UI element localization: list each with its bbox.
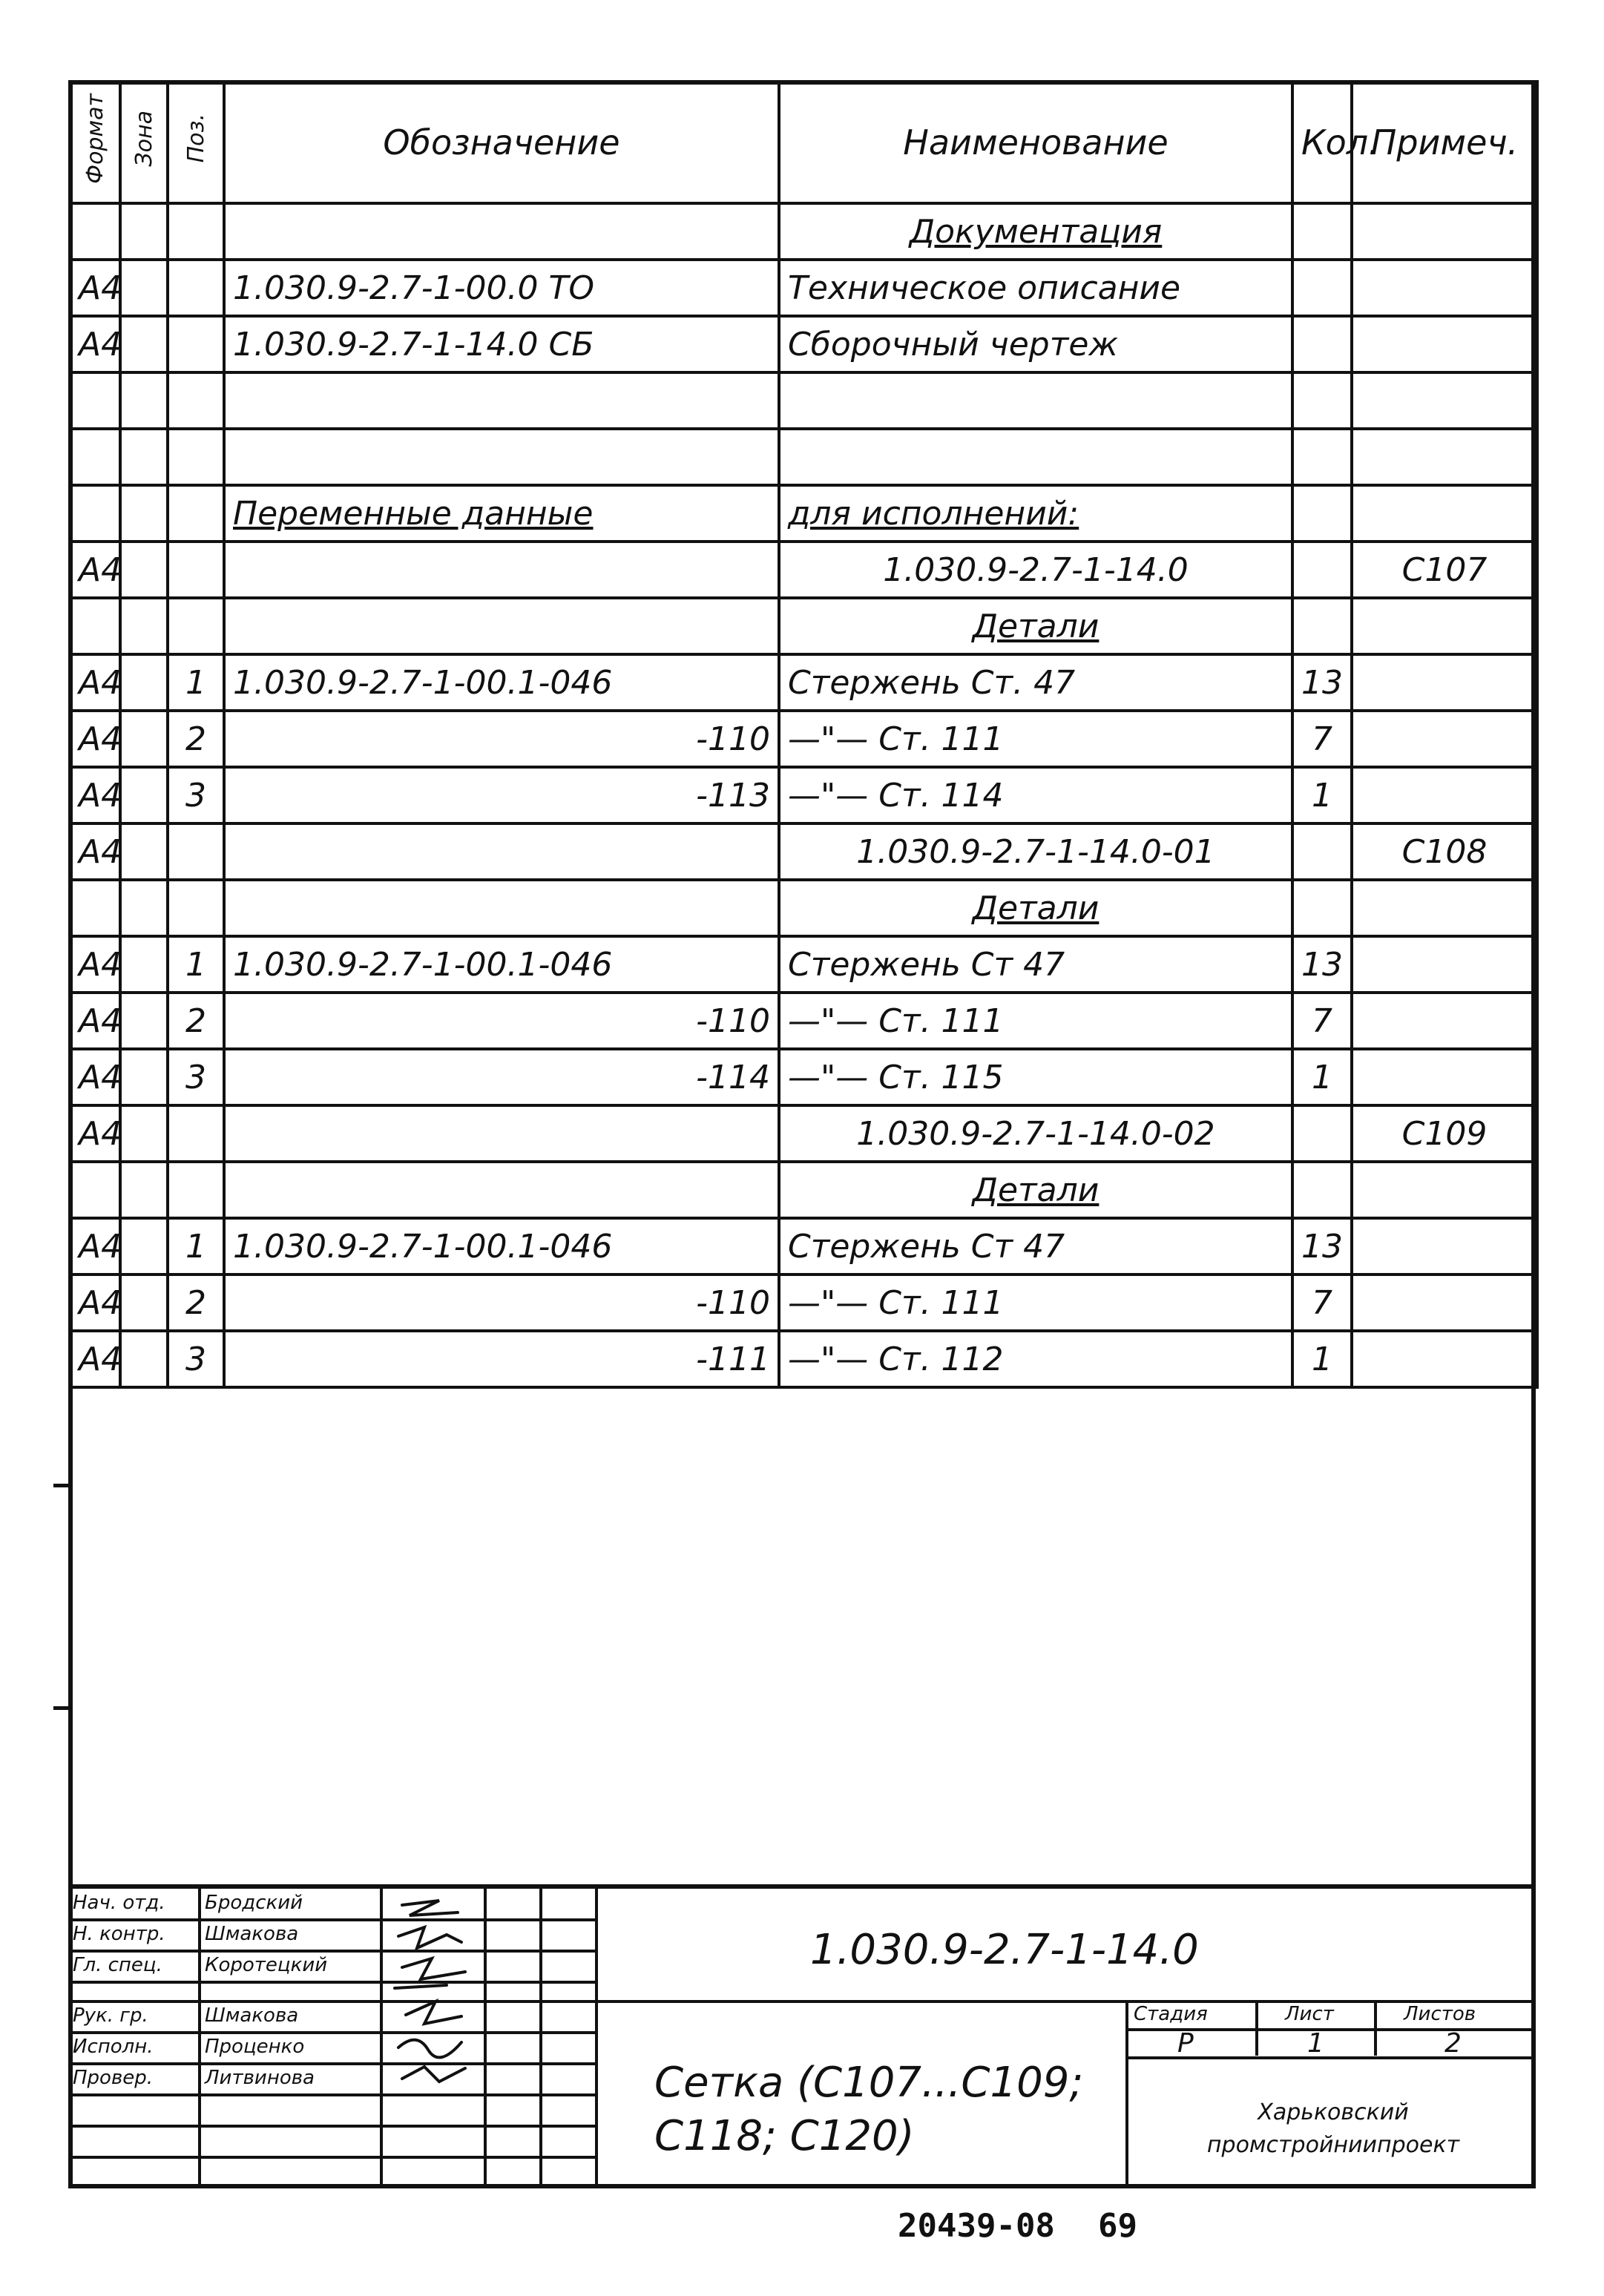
cell-zone — [120, 429, 168, 485]
name-executor: Проценко — [205, 2036, 305, 2058]
cell-format: А4 — [70, 1331, 120, 1387]
cell-qty: 7 — [1292, 711, 1352, 767]
cell-pos: 3 — [168, 1331, 224, 1387]
header-qty: Кол. — [1292, 82, 1352, 203]
cell-zone — [120, 993, 168, 1049]
table-row — [70, 542, 1537, 598]
role-norm-control: Н. контр. — [73, 1923, 165, 1945]
cell-pos: 1 — [168, 654, 224, 711]
cell-zone — [120, 598, 168, 654]
table-row — [70, 429, 1537, 485]
table-row — [70, 1105, 1537, 1162]
cell-note — [1352, 316, 1537, 372]
cell-note — [1352, 598, 1537, 654]
cell-zone — [120, 1162, 168, 1218]
header-note: Примеч. — [1352, 82, 1537, 203]
table-row — [70, 1218, 1537, 1274]
role-chief-specialist: Гл. спец. — [73, 1954, 162, 1976]
footer-page: 69 — [1098, 2207, 1137, 2245]
cell-qty: 13 — [1292, 1218, 1352, 1274]
table-row — [70, 711, 1537, 767]
specification-table — [68, 80, 1539, 1389]
cell-qty: 1 — [1292, 1049, 1352, 1105]
cell-pos: 3 — [168, 1049, 224, 1105]
cell-pos: 3 — [168, 767, 224, 823]
cell-format — [70, 203, 120, 260]
cell-format: А4 — [70, 1105, 120, 1162]
cell-pos — [168, 823, 224, 880]
cell-zone — [120, 542, 168, 598]
role-group-lead: Рук. гр. — [73, 2004, 148, 2027]
table-row — [70, 767, 1537, 823]
cell-note — [1352, 203, 1537, 260]
cell-note: С107 — [1352, 542, 1537, 598]
cell-zone — [120, 767, 168, 823]
cell-designation — [224, 598, 779, 654]
cell-qty — [1292, 372, 1352, 429]
cell-note: С108 — [1352, 823, 1537, 880]
cell-qty: 1 — [1292, 1331, 1352, 1387]
cell-pos: 1 — [168, 1218, 224, 1274]
cell-format: А4 — [70, 654, 120, 711]
cell-format — [70, 880, 120, 936]
cell-note — [1352, 429, 1537, 485]
cell-designation — [224, 1162, 779, 1218]
cell-qty — [1292, 260, 1352, 316]
cell-name: Детали — [779, 1162, 1292, 1218]
stage-value: Р — [1177, 2028, 1194, 2059]
cell-designation: -114 — [224, 1049, 779, 1105]
table-row — [70, 1162, 1537, 1218]
cell-name: Детали — [779, 880, 1292, 936]
cell-format: А4 — [70, 1049, 120, 1105]
cell-pos — [168, 542, 224, 598]
cell-pos — [168, 598, 224, 654]
role-executor: Исполн. — [73, 2036, 154, 2058]
header-name: Наименование — [779, 82, 1292, 203]
table-row — [70, 203, 1537, 260]
cell-format: А4 — [70, 711, 120, 767]
cell-name: Документация — [779, 203, 1292, 260]
role-checker: Провер. — [73, 2067, 154, 2089]
name-head-of-dept: Бродский — [205, 1892, 303, 1914]
cell-format — [70, 372, 120, 429]
cell-note — [1352, 936, 1537, 993]
cell-zone — [120, 1274, 168, 1331]
sheet-value: 1 — [1307, 2028, 1324, 2059]
cell-pos: 2 — [168, 711, 224, 767]
name-group-lead: Шмакова — [205, 2004, 299, 2027]
cell-designation — [224, 1105, 779, 1162]
cell-zone — [120, 485, 168, 542]
header-pos: Поз. — [168, 82, 224, 203]
cell-qty: 13 — [1292, 936, 1352, 993]
table-row — [70, 316, 1537, 372]
cell-pos — [168, 316, 224, 372]
table-row — [70, 1049, 1537, 1105]
margin-tick — [53, 1706, 68, 1710]
cell-note — [1352, 1218, 1537, 1274]
stage-label: Стадия — [1134, 2003, 1208, 2025]
margin-tick — [53, 1484, 68, 1487]
cell-name: 1.030.9-2.7-1-14.0-01 — [779, 823, 1292, 880]
cell-name: —"— Ст. 111 — [779, 1274, 1292, 1331]
cell-note — [1352, 993, 1537, 1049]
table-row — [70, 598, 1537, 654]
cell-designation: Переменные данные — [224, 485, 779, 542]
cell-note — [1352, 372, 1537, 429]
table-row — [70, 260, 1537, 316]
cell-qty — [1292, 429, 1352, 485]
cell-qty — [1292, 203, 1352, 260]
name-checker: Литвинова — [205, 2067, 315, 2089]
cell-format: А4 — [70, 260, 120, 316]
cell-qty: 13 — [1292, 654, 1352, 711]
cell-format — [70, 598, 120, 654]
cell-qty: 1 — [1292, 767, 1352, 823]
cell-name: —"— Ст. 115 — [779, 1049, 1292, 1105]
cell-note — [1352, 654, 1537, 711]
cell-pos — [168, 1162, 224, 1218]
cell-name: 1.030.9-2.7-1-14.0-02 — [779, 1105, 1292, 1162]
cell-note — [1352, 1274, 1537, 1331]
cell-qty — [1292, 485, 1352, 542]
cell-pos — [168, 485, 224, 542]
cell-qty — [1292, 823, 1352, 880]
cell-name: Стержень Ст. 47 — [779, 654, 1292, 711]
name-norm-control: Шмакова — [205, 1923, 299, 1945]
table-row — [70, 936, 1537, 993]
cell-zone — [120, 260, 168, 316]
sheets-label: Листов — [1404, 2003, 1476, 2025]
cell-note — [1352, 711, 1537, 767]
cell-zone — [120, 880, 168, 936]
cell-note — [1352, 1049, 1537, 1105]
cell-designation: -110 — [224, 993, 779, 1049]
cell-designation: -113 — [224, 767, 779, 823]
cell-designation: 1.030.9-2.7-1-14.0 СБ — [224, 316, 779, 372]
table-row — [70, 372, 1537, 429]
cell-pos — [168, 203, 224, 260]
title-block — [68, 1884, 1536, 2188]
cell-name: Сборочный чертеж — [779, 316, 1292, 372]
cell-zone — [120, 316, 168, 372]
cell-qty: 7 — [1292, 993, 1352, 1049]
organization: Харьковский промстройниипроект — [1206, 2099, 1460, 2158]
cell-note — [1352, 880, 1537, 936]
header-format: Формат — [70, 82, 120, 203]
table-row — [70, 654, 1537, 711]
cell-designation — [224, 542, 779, 598]
cell-zone — [120, 372, 168, 429]
cell-format: А4 — [70, 1218, 120, 1274]
table-row — [70, 1331, 1537, 1387]
cell-note — [1352, 1331, 1537, 1387]
table-row — [70, 880, 1537, 936]
cell-designation: 1.030.9-2.7-1-00.1-046 — [224, 936, 779, 993]
cell-format: А4 — [70, 542, 120, 598]
cell-format: А4 — [70, 767, 120, 823]
cell-qty — [1292, 1105, 1352, 1162]
table-row — [70, 823, 1537, 880]
header-zone: Зона — [120, 82, 168, 203]
doc-number: 1.030.9-2.7-1-14.0 — [810, 1926, 1199, 1974]
cell-designation — [224, 429, 779, 485]
cell-designation — [224, 823, 779, 880]
cell-qty — [1292, 880, 1352, 936]
cell-name: 1.030.9-2.7-1-14.0 — [779, 542, 1292, 598]
cell-qty — [1292, 1162, 1352, 1218]
cell-name: Стержень Ст 47 — [779, 1218, 1292, 1274]
cell-zone — [120, 654, 168, 711]
cell-qty: 7 — [1292, 1274, 1352, 1331]
cell-name: Детали — [779, 598, 1292, 654]
cell-format: А4 — [70, 1274, 120, 1331]
table-row — [70, 1274, 1537, 1331]
cell-pos: 2 — [168, 1274, 224, 1331]
header-row — [70, 82, 1537, 203]
cell-note — [1352, 1162, 1537, 1218]
cell-designation: -110 — [224, 1274, 779, 1331]
cell-designation: 1.030.9-2.7-1-00.1-046 — [224, 654, 779, 711]
cell-format: А4 — [70, 823, 120, 880]
cell-note — [1352, 767, 1537, 823]
cell-zone — [120, 1331, 168, 1387]
cell-pos: 2 — [168, 993, 224, 1049]
cell-format — [70, 429, 120, 485]
cell-zone — [120, 711, 168, 767]
cell-name: для исполнений: — [779, 485, 1292, 542]
cell-zone — [120, 1105, 168, 1162]
signatures — [387, 1890, 480, 2096]
cell-pos — [168, 429, 224, 485]
header-designation: Обозначение — [224, 82, 779, 203]
cell-designation: -111 — [224, 1331, 779, 1387]
cell-format: А4 — [70, 936, 120, 993]
cell-note: С109 — [1352, 1105, 1537, 1162]
cell-qty — [1292, 316, 1352, 372]
table-row — [70, 485, 1537, 542]
cell-designation — [224, 372, 779, 429]
cell-zone — [120, 203, 168, 260]
cell-format — [70, 1162, 120, 1218]
cell-designation: 1.030.9-2.7-1-00.1-046 — [224, 1218, 779, 1274]
cell-qty — [1292, 542, 1352, 598]
cell-designation — [224, 880, 779, 936]
cell-name: —"— Ст. 114 — [779, 767, 1292, 823]
table-row — [70, 993, 1537, 1049]
cell-pos — [168, 880, 224, 936]
sheets-value: 2 — [1444, 2028, 1462, 2059]
cell-name: —"— Ст. 112 — [779, 1331, 1292, 1387]
cell-format — [70, 485, 120, 542]
cell-note — [1352, 485, 1537, 542]
role-head-of-dept: Нач. отд. — [73, 1892, 165, 1914]
cell-name: Стержень Ст 47 — [779, 936, 1292, 993]
cell-designation: 1.030.9-2.7-1-00.0 ТО — [224, 260, 779, 316]
sheet-label: Лист — [1285, 2003, 1334, 2025]
cell-zone — [120, 1049, 168, 1105]
cell-zone — [120, 823, 168, 880]
name-chief-specialist: Коротецкий — [205, 1954, 328, 1976]
cell-name: —"— Ст. 111 — [779, 993, 1292, 1049]
cell-format: А4 — [70, 316, 120, 372]
cell-pos — [168, 260, 224, 316]
cell-name: —"— Ст. 111 — [779, 711, 1292, 767]
cell-qty — [1292, 598, 1352, 654]
cell-designation — [224, 203, 779, 260]
cell-name: Техническое описание — [779, 260, 1292, 316]
cell-designation: -110 — [224, 711, 779, 767]
footer-code: 20439-08 — [898, 2207, 1055, 2245]
cell-pos — [168, 1105, 224, 1162]
cell-note — [1352, 260, 1537, 316]
doc-title: Сетка (С107...С109; С118; С120) — [654, 2059, 1084, 2160]
cell-pos — [168, 372, 224, 429]
cell-pos: 1 — [168, 936, 224, 993]
cell-name — [779, 429, 1292, 485]
cell-name — [779, 372, 1292, 429]
cell-format: А4 — [70, 993, 120, 1049]
cell-zone — [120, 936, 168, 993]
cell-zone — [120, 1218, 168, 1274]
